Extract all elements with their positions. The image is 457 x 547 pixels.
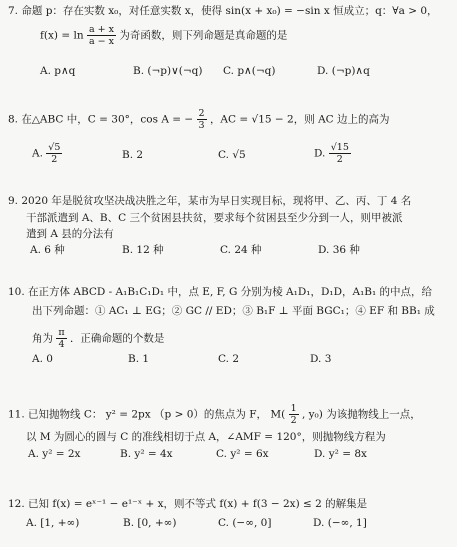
q10-stem-line3-prefix: 角为 — [32, 332, 53, 345]
q8-fraction-denominator: 3 — [198, 120, 205, 131]
q12-option-a[interactable]: A. [1, +∞) — [26, 517, 80, 529]
q8-option-d-denominator: 2 — [336, 154, 343, 165]
q10-fraction-denominator: 4 — [58, 339, 65, 350]
q9-option-c[interactable]: C. 24 种 — [220, 244, 262, 256]
q7-option-a[interactable]: A. p∧q — [40, 65, 76, 77]
q7-option-d[interactable]: D. (¬p)∧q — [317, 65, 370, 77]
q11-stem-part1: 11. 已知抛物线 C： y² = 2px （p > 0）的焦点为 F， M( — [8, 408, 286, 421]
q11-option-c[interactable]: C. y² = 6x — [216, 448, 269, 460]
q11-stem-line1 — [8, 403, 421, 426]
q10-option-d[interactable]: D. 3 — [310, 353, 332, 365]
q10-stem-line3 — [32, 327, 164, 350]
q11-fraction-numerator: 1 — [290, 403, 297, 414]
q10-fraction — [56, 327, 66, 350]
q10-option-b[interactable]: B. 1 — [128, 353, 150, 365]
q7-fraction — [87, 24, 116, 47]
q8-option-d[interactable] — [314, 142, 351, 165]
q7-stem-suffix: 为奇函数，则下列命题是真命题的是 — [119, 29, 288, 42]
q8-option-c[interactable]: C. √5 — [218, 149, 246, 161]
q7-stem-line2 — [40, 24, 287, 47]
q7-stem-line1: 7. 命题 p：存在实数 x₀，对任意实数 x，使得 sin(x + x₀) = −sin x 恒成立；q：∀a > 0， — [8, 5, 438, 17]
q8-stem-part2: ，AC = √15 − 2，则 AC 边上的高为 — [209, 113, 390, 126]
q9-option-b[interactable]: B. 12 种 — [122, 244, 164, 256]
q12-stem: 12. 已知 f(x) = eˣ⁻¹ − e¹⁻ˣ + x，则不等式 f(x) + f(3 − 2x) ≤ 2 的解集是 — [8, 498, 368, 510]
q8-option-d-numerator: √15 — [330, 142, 349, 153]
q11-stem-part2: , y₀) 为该抛物线上一点， — [301, 408, 421, 421]
q10-fraction-numerator: π — [58, 327, 65, 338]
q9-option-d[interactable]: D. 36 种 — [318, 244, 360, 256]
q8-option-a-denominator: 2 — [51, 154, 58, 165]
q10-stem-line3-suffix: ．正确命题的个数是 — [69, 332, 165, 345]
q8-option-a[interactable] — [32, 142, 62, 165]
q10-stem-line1: 10. 在正方体 ABCD - A₁B₁C₁D₁ 中，点 E, F, G 分别为棱 A₁D₁，D₁D，A₁B₁ 的中点，给 — [8, 286, 433, 298]
q9-stem-line3: 遣到 A 县的分法有 — [26, 228, 114, 240]
q8-option-a-fraction — [46, 142, 62, 165]
q7-fraction-numerator: a + x — [88, 24, 114, 35]
q8-fraction-numerator: 2 — [198, 108, 205, 119]
q8-option-b[interactable]: B. 2 — [122, 149, 144, 161]
q11-option-d[interactable]: D. y² = 8x — [314, 448, 367, 460]
q12-option-b[interactable]: B. [0, +∞) — [123, 517, 177, 529]
q11-option-a[interactable]: A. y² = 2x — [28, 448, 81, 460]
q8-option-a-label: A. — [32, 147, 43, 160]
q8-fraction — [197, 108, 207, 131]
q8-option-a-numerator: √5 — [48, 142, 61, 153]
q7-option-c[interactable]: C. p∧(¬q) — [223, 65, 276, 77]
q9-option-a[interactable]: A. 6 种 — [30, 244, 65, 256]
q12-option-c[interactable]: C. (−∞, 0] — [218, 517, 272, 529]
q11-stem-line2: 以 M 为圆心的圆与 C 的准线相切于点 A，∠AMF = 120°，则抛物线方程为 — [26, 431, 386, 443]
q10-option-c[interactable]: C. 2 — [218, 353, 240, 365]
q8-stem — [8, 108, 390, 131]
q11-fraction — [289, 403, 299, 426]
q10-stem-line2: 出下列命题：① AC₁ ⊥ EG；② GC // ED；③ B₁F ⊥ 平面 BGC₁；④ EF 和 BB₁ 成 — [32, 305, 435, 317]
q8-option-d-label: D. — [314, 147, 326, 160]
q9-stem-line2: 干部派遣到 A、B、C 三个贫困县扶贫，要求每个贫困县至少分到一人，则甲被派 — [26, 212, 403, 224]
q9-stem-line1: 9. 2020 年是脱贫攻坚决战决胜之年，某市为早日实现目标，现将甲、乙、丙、丁 4 名 — [8, 195, 412, 207]
q12-option-d[interactable]: D. (−∞, 1] — [313, 517, 367, 529]
q11-option-b[interactable]: B. y² = 4x — [120, 448, 173, 460]
q7-option-b[interactable]: B. (¬p)∨(¬q) — [133, 65, 203, 77]
q11-fraction-denominator: 2 — [290, 415, 297, 426]
q10-option-a[interactable]: A. 0 — [32, 353, 53, 365]
q8-stem-part1: 8. 在△ABC 中，C = 30°，cos A = − — [8, 113, 194, 126]
q7-function: f(x) = ln — [40, 29, 84, 42]
q7-fraction-denominator: a − x — [88, 36, 114, 47]
q8-option-d-fraction — [329, 142, 351, 165]
